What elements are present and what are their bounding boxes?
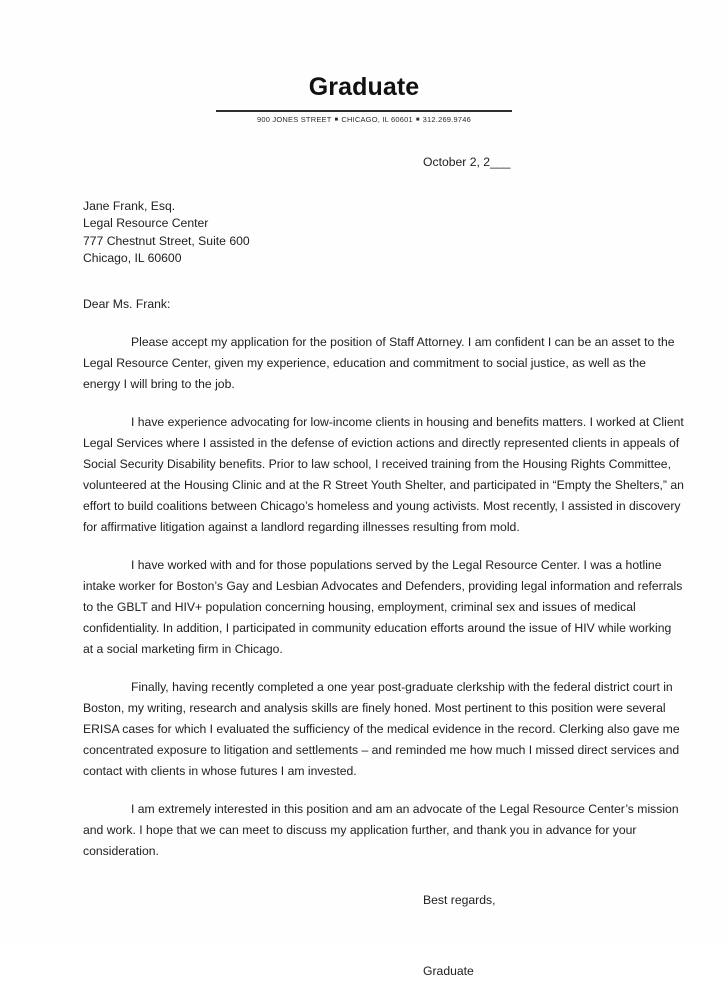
body-paragraph: I have worked with and for those populations served by the Legal Resource Center. I was a hotline intake worker for Boston’s Gay and Lesbian Advocates and Defenders, providing legal information and referrals to the GBLT and HIV+ population concerning housing, employment, criminal sex and issues of medical confidentiality. In addition, I participated in community education efforts around the issue of HIV while working at a social marketing firm in Chicago. [83, 557, 683, 656]
salutation: Dear Ms. Frank: [83, 296, 171, 311]
recipient-name: Jane Frank, Esq. [83, 198, 176, 213]
closing-salutation: Best regards, [423, 892, 496, 907]
letterhead [0, 0, 728, 124]
date-line: October 2, 2___ [423, 154, 511, 169]
letterhead-name: Graduate [308, 73, 420, 101]
body-paragraph: I have experience advocating for low-income clients in housing and benefits matters. I worked at Client Legal Services where I assisted in the defense of eviction actions and directly represented clients in appeals of Social Security Disability benefits. Prior to law school, I received training from the Housing Rights Committee, volunteered at the Housing Clinic and at the R Street Youth Shelter, and participated in “Empty the Shelters,” an effort to build coalitions between Chicago’s homeless and young activists. Most recently, I assisted in discovery for affirmative litigation against a landlord regarding illnesses resulting from mold. [83, 414, 684, 534]
recipient-street: 777 Chestnut Street, Suite 600 [83, 233, 250, 248]
letterhead-street: 900 JONES STREET [257, 114, 332, 124]
square-bullet-icon: ■ [334, 116, 339, 123]
body-paragraph: Finally, having recently completed a one year post-graduate clerkship with the federal district court in Boston, my writing, research and analysis skills are finely honed. Most pertinent to this position were several ERISA cases for which I evaluated the sufficiency of the medical evidence in the record. Clerking also gave me concentrated exposure to litigation and settlements – and reminded me how much I missed direct services and contact with clients in whose futures I am invested. [83, 679, 680, 778]
letterhead-divider [216, 110, 512, 112]
letterhead-contact-line [0, 115, 728, 124]
body-paragraph: I am extremely interested in this position and am an advocate of the Legal Resource Center’s mission and work. I hope that we can meet to discuss my application further, and thank you in advance for your consideration. [83, 801, 679, 858]
square-bullet-icon: ■ [415, 116, 420, 123]
recipient-city-state-zip: Chicago, IL 60600 [83, 251, 182, 265]
signature-name: Graduate [423, 963, 474, 978]
body-paragraph: Please accept my application for the position of Staff Attorney. I am confident I can be an asset to the Legal Resource Center, given my experience, education and commitment to social justice, as well as the energy I will bring to the job. [83, 334, 675, 391]
letter-body [0, 152, 728, 982]
recipient-organization: Legal Resource Center [83, 216, 209, 230]
letterhead-phone: 312.269.9746 [422, 114, 471, 124]
recipient-address-block [83, 198, 684, 268]
letterhead-city: CHICAGO, IL 60601 [341, 114, 413, 124]
